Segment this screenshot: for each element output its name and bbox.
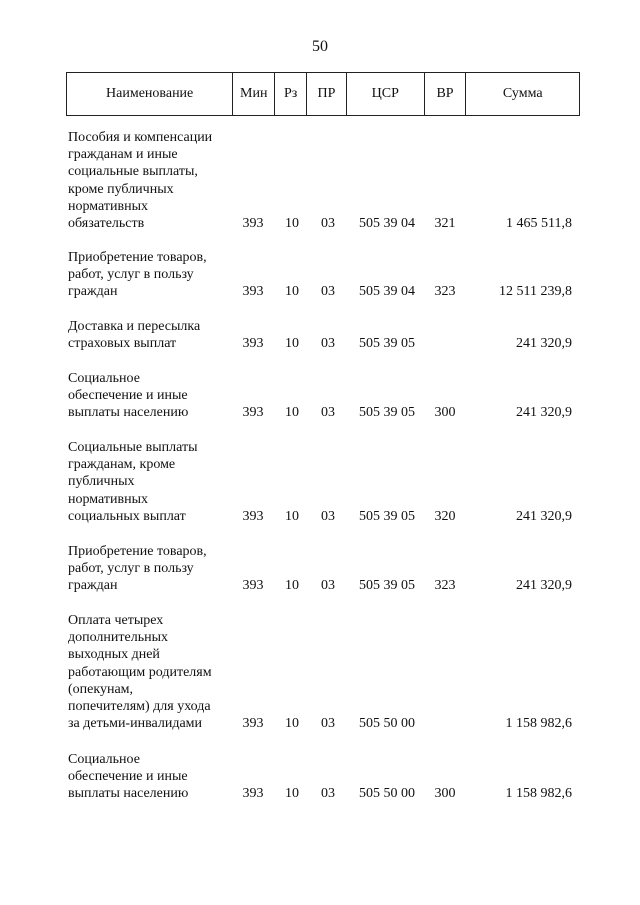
row-vr: 320 [434,508,456,524]
row-pr: 03 [321,578,335,594]
page-number: 50 [312,38,328,55]
row-min: 393 [242,216,264,232]
header-pr: ПР [306,73,346,115]
row-pr: 03 [321,405,335,421]
row-pr: 03 [321,716,335,732]
header-csr: ЦСР [346,73,424,115]
table-row [68,370,580,422]
row-min: 393 [242,578,264,594]
table-header [66,72,580,116]
row-name: Оплата четырех дополнительных выходных дней работающим родителям (опекунам, попечителям) для ухода за детьми-инвалидами [68,613,212,732]
row-rz: 10 [285,284,299,300]
row-sum: 1 465 511,8 [506,216,572,232]
row-vr: 300 [434,786,456,802]
row-pr: 03 [321,216,335,232]
row-sum: 241 320,9 [516,405,572,421]
row-sum: 1 158 982,6 [505,786,572,802]
header-vr: ВР [424,73,466,115]
row-min: 393 [242,284,264,300]
table-row [68,249,580,301]
row-rz: 10 [285,716,299,732]
table-row [68,543,580,595]
row-name: Приобретение товаров, работ, услуг в пользу граждан [68,544,207,594]
row-sum: 241 320,9 [516,578,572,594]
row-rz: 10 [285,508,299,524]
row-min: 393 [242,716,264,732]
row-pr: 03 [321,786,335,802]
row-csr: 505 50 00 [359,716,415,732]
header-sum: Сумма [465,73,579,115]
table-row [68,318,580,352]
table-row [68,751,580,803]
header-rz: Рз [274,73,306,115]
row-sum: 12 511 239,8 [499,284,572,300]
row-csr: 505 39 05 [359,336,415,352]
row-min: 393 [242,336,264,352]
row-sum: 241 320,9 [516,508,572,524]
row-name: Приобретение товаров, работ, услуг в пользу граждан [68,250,207,300]
table-row [68,439,580,525]
row-pr: 03 [321,336,335,352]
row-csr: 505 39 04 [359,284,415,300]
row-rz: 10 [285,786,299,802]
row-csr: 505 39 05 [359,578,415,594]
row-rz: 10 [285,336,299,352]
row-name: Социальное обеспечение и иные выплаты населению [68,752,189,802]
row-pr: 03 [321,284,335,300]
row-rz: 10 [285,578,299,594]
row-name: Социальные выплаты гражданам, кроме публичных нормативных социальных выплат [68,440,198,524]
row-csr: 505 39 04 [359,216,415,232]
row-vr: 300 [434,405,456,421]
row-sum: 1 158 982,6 [505,716,572,732]
row-sum: 241 320,9 [516,336,572,352]
row-pr: 03 [321,508,335,524]
row-min: 393 [242,508,264,524]
table-row [68,129,580,232]
row-csr: 505 39 05 [359,508,415,524]
row-vr: 323 [434,284,456,300]
row-name: Доставка и пересылка страховых выплат [68,319,201,352]
row-rz: 10 [285,216,299,232]
row-vr: 323 [434,578,456,594]
row-name: Пособия и компенсации гражданам и иные социальные выплаты, кроме публичных нормативных обязательств [68,130,213,232]
header-min: Мин [232,73,274,115]
header-name: Наименование [106,86,194,101]
row-min: 393 [242,405,264,421]
row-rz: 10 [285,405,299,421]
row-csr: 505 39 05 [359,405,415,421]
table-row [68,612,580,732]
row-name: Социальное обеспечение и иные выплаты населению [68,371,189,421]
row-csr: 505 50 00 [359,786,415,802]
row-vr: 321 [434,216,456,232]
row-min: 393 [242,786,264,802]
